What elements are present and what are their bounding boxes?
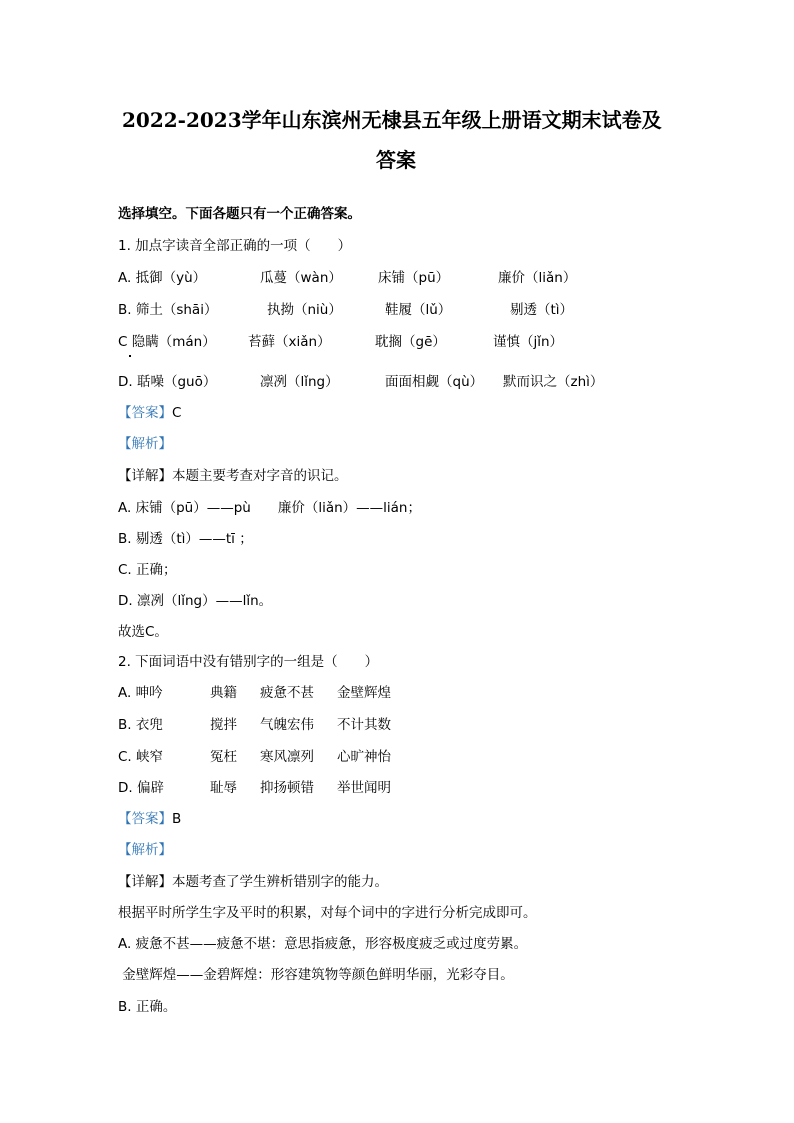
q2-detail: 【详解】本题考查了学生辨析错别字的能力。 [118,874,388,890]
section-heading: 选择填空。下面各题只有一个正确答案。 [118,206,361,222]
title-line-2: 答案 [376,148,416,172]
emphasis-dot [129,355,131,357]
q1-option-text: D. 聒噪（guō） [118,374,217,390]
q1-option-text: 执拗（niù） [267,302,342,318]
q1-analysis-line: A. 床铺（pū）——pù 廉价（liǎn）——lián； [118,500,421,516]
q1-detail: 【详解】本题主要考查对字音的识记。 [118,468,348,484]
q1-analysis-line: D. 凛冽（lǐng）——lǐn。 [118,593,273,609]
answer-value: C [172,405,182,421]
q2-option-text: A. 呻吟 [118,685,163,701]
q1-option-text: 谨慎（jǐn） [493,334,564,350]
q1-option-text: 鞋履（lǔ） [385,302,452,318]
q2-analysis-line: A. 疲惫不甚——疲惫不堪：意思指疲惫，形容极度疲乏或过度劳累。 [118,936,528,952]
q1-analysis-line: B. 剔透（tì）——tī ； [118,531,253,547]
q2-option-text: 不计其数 [337,717,391,733]
q1-option-text: 床铺（pū） [378,270,450,286]
q2-option-text: D. 偏辟 [118,780,164,796]
answer-label: 【答案】 [118,811,172,827]
q1-option-text: B. 筛土（shāi） [118,302,218,318]
q1-option-text: 默而识之（zhì） [503,374,604,390]
q2-option-text: 心旷神怡 [337,749,391,765]
q2-stem: 2. 下面词语中没有错别字的一组是（ ） [118,654,379,670]
q2-option-text: 抑扬顿错 [260,780,314,796]
q1-option-text: 面面相觑（qù） [385,374,484,390]
q1-option-text: 凛冽（lǐng） [260,374,339,390]
q1-option-text: 耽搁（gē） [375,334,446,350]
q1-option-text: A. 抵御（yù） [118,270,207,286]
answer-value: B [172,811,182,827]
q1-stem: 1. 加点字读音全部正确的一项（ ） [118,238,352,254]
q2-option-text: 搅拌 [210,717,237,733]
q2-analysis-line: 根据平时所学生字及平时的积累，对每个词中的字进行分析完成即可。 [118,905,537,921]
q2-option-text: 举世闻明 [337,780,391,796]
q1-analysis-line: C. 正确； [118,562,177,578]
title-line-1: 2022-2023学年山东滨州无棣县五年级上册语文期末试卷及 [122,108,662,132]
q2-answer [118,810,181,828]
q1-option-text: 瓜蔓（wàn） [260,270,342,286]
q2-option-text: 冤枉 [210,749,237,765]
q2-option-text: 耻辱 [210,780,237,796]
q2-option-text: 典籍 [210,685,237,701]
q2-option-text: 寒风凛列 [260,749,314,765]
answer-label: 【答案】 [118,405,172,421]
q1-option-text: 苔藓（xiǎn） [248,334,331,350]
q2-option-text: C. 峡窄 [118,749,164,765]
q1-analysis-label: 【解析】 [118,436,172,452]
q2-option-text: B. 衣兜 [118,717,163,733]
q2-option-text: 气魄宏伟 [260,717,314,733]
q2-option-text: 疲惫不甚 [260,685,314,701]
q1-option-text: 廉价（liǎn） [498,270,577,286]
q1-option-text: C 隐瞒（mán） [118,334,216,350]
q1-answer [118,404,181,422]
q2-analysis-line: 金壁辉煌——金碧辉煌：形容建筑物等颜色鲜明华丽，光彩夺目。 [118,967,514,983]
q2-option-text: 金壁辉煌 [337,685,391,701]
q2-analysis-label: 【解析】 [118,842,172,858]
q1-analysis-line: 故选C。 [118,624,168,640]
q1-option-text: 剔透（tì） [510,302,574,318]
q2-analysis-line: B. 正确。 [118,999,177,1015]
